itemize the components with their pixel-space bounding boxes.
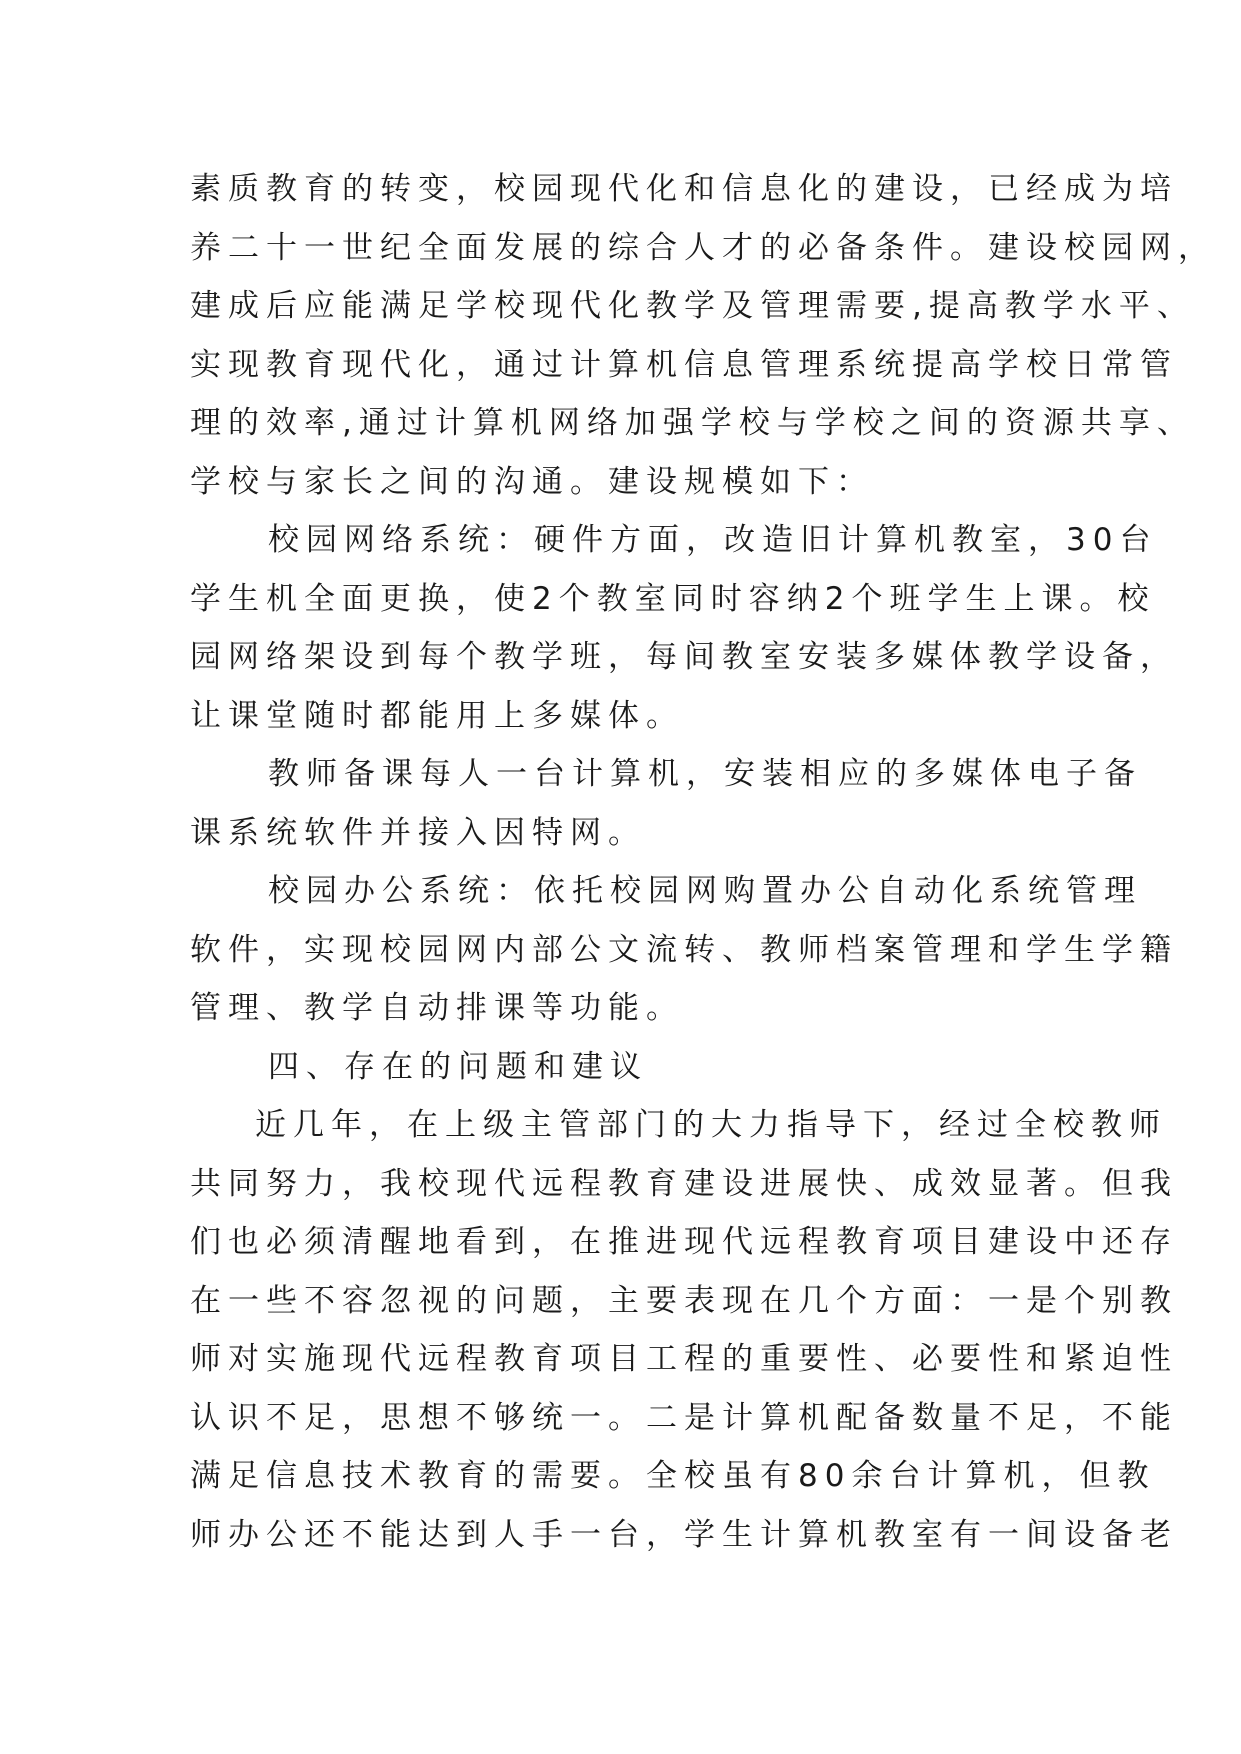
text-line: 课系统软件并接入因特网。 — [190, 814, 646, 851]
text-line: 教师备课每人一台计算机，安装相应的多媒体电子备 — [268, 756, 1142, 792]
text-line: 园网络架设到每个教学班，每间教室安装多媒体教学设备， — [190, 639, 1178, 675]
section-heading: 四、存在的问题和建议 — [268, 1048, 648, 1085]
text-line: 校园办公系统：依托校园网购置办公自动化系统管理 — [268, 873, 1142, 909]
text-line: 学生机全面更换，使2个教室同时容纳2个班学生上课。校 — [190, 580, 1156, 617]
text-line: 近几年，在上级主管部门的大力指导下，经过全校教师 — [255, 1107, 1167, 1143]
text-line: 师对实施现代远程教育项目工程的重要性、必要性和紧迫性 — [190, 1341, 1178, 1377]
text-line: 校园网络系统：硬件方面，改造旧计算机教室，30台 — [268, 522, 1158, 558]
text-line: 满足信息技术教育的需要。全校虽有80余台计算机，但教 — [190, 1458, 1156, 1494]
text-line: 建成后应能满足学校现代化教学及管理需要,提高教学水平、 — [190, 288, 1195, 324]
text-line: 素质教育的转变，校园现代化和信息化的建设，已经成为培 — [190, 171, 1178, 207]
text-line: 们也必须清醒地看到，在推进现代远程教育项目建设中还存 — [190, 1224, 1178, 1260]
text-line: 在一些不容忽视的问题，主要表现在几个方面：一是个别教 — [190, 1282, 1178, 1319]
text-line: 养二十一世纪全面发展的综合人才的必备条件。建设校园网， — [190, 229, 1216, 266]
text-line: 共同努力，我校现代远程教育建设进展快、成效显著。但我 — [190, 1165, 1178, 1202]
text-line: 管理、教学自动排课等功能。 — [190, 990, 684, 1026]
text-line: 实现教育现代化，通过计算机信息管理系统提高学校日常管 — [190, 346, 1178, 383]
text-line: 让课堂随时都能用上多媒体。 — [190, 697, 684, 734]
text-line: 软件，实现校园网内部公文流转、教师档案管理和学生学籍 — [190, 931, 1178, 968]
text-line: 理的效率,通过计算机网络加强学校与学校之间的资源共享、 — [190, 405, 1195, 441]
text-line: 学校与家长之间的沟通。建设规模如下： — [190, 463, 874, 500]
text-line: 认识不足，思想不够统一。二是计算机配备数量不足，不能 — [190, 1399, 1178, 1436]
text-line: 师办公还不能达到人手一台，学生计算机教室有一间设备老 — [190, 1516, 1178, 1553]
body-text — [190, 160, 1216, 1564]
